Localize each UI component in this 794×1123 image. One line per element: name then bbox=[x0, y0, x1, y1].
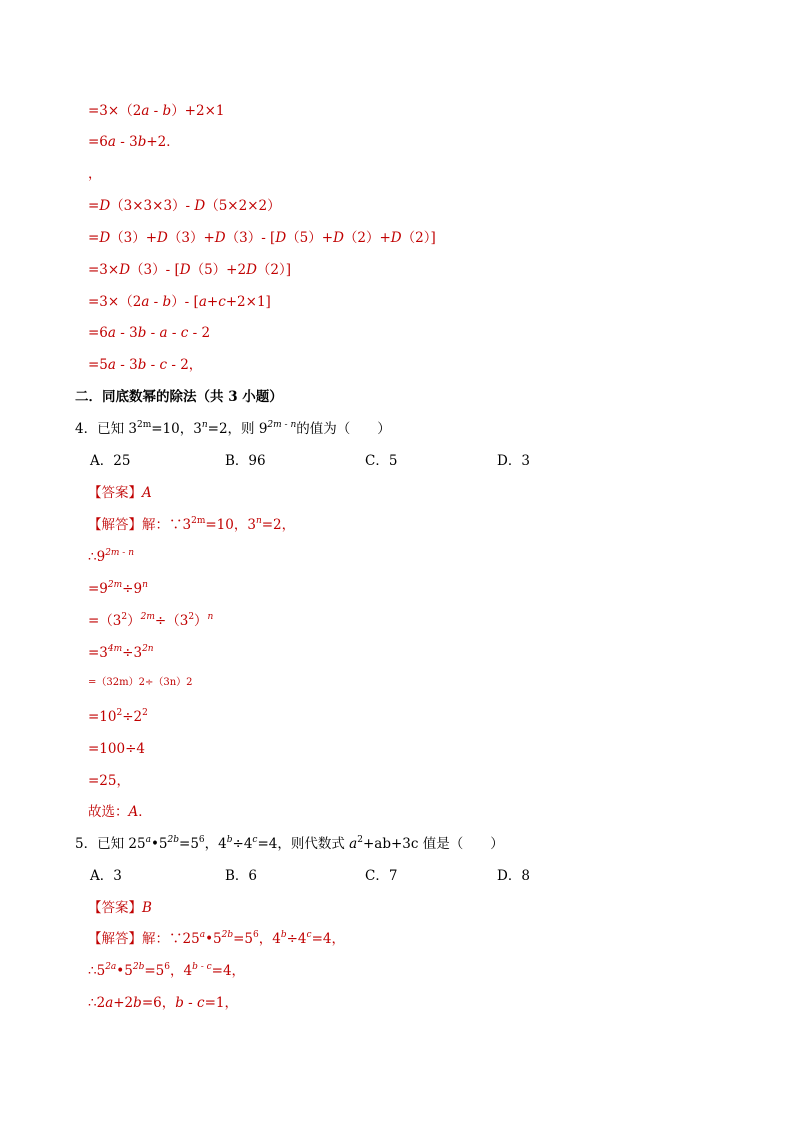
step-line: =3×D（3）- [D（5）+2D（2）] bbox=[88, 262, 292, 278]
step-line: =5a - 3b - c - 2， bbox=[88, 357, 203, 373]
question-4-stem: 4．已知 $3^{2m}=10$，$3^n=2$，则 $9^{2m - n}$的值为（ ） bbox=[75, 420, 391, 437]
question-4-step-3: $=3^{4m}\div 3^{2n}$ bbox=[88, 644, 154, 661]
step-line: =3×（2a - b）+2×1 bbox=[88, 103, 225, 119]
question-4-option-a: A．25 bbox=[90, 453, 131, 469]
step-line: =6a - 3b+2． bbox=[88, 134, 180, 150]
question-5-option-b: B．6 bbox=[225, 868, 258, 884]
question-5-solution-intro: 【解答】解：$\because 25^a•5^{2b}=5^6$，$4^b\div 4^c=4$， bbox=[88, 930, 345, 947]
question-5-stem: 5．已知 $25^a•5^{2b}=5^6$，$4^b\div 4^c=4$，则代数式 $a^2+ab+3c$ 值是（ ） bbox=[75, 835, 504, 852]
question-4-step-7: =25， bbox=[88, 773, 130, 789]
question-4-choose: 故选：A． bbox=[88, 804, 152, 820]
question-5-option-c: C．7 bbox=[365, 868, 398, 884]
question-4-therefore: $\therefore 9^{2m - n}$ bbox=[88, 548, 135, 565]
question-4-option-b: B．96 bbox=[225, 453, 266, 469]
question-4-step-5: $=10^2\div 2^2$ bbox=[88, 708, 148, 725]
question-5-step-1: $\therefore 5^{2a}•5^{2b}=5^6$，$4^{b - c}=4$， bbox=[88, 962, 246, 979]
step-line: =D（3）+D（3）+D（3）- [D（5）+D（2）+D（2）] bbox=[88, 230, 436, 246]
question-4-step-2: $=(3^2)^{2m}\div(3^2)^n$ bbox=[88, 612, 214, 629]
question-5-option-d: D．8 bbox=[497, 868, 530, 884]
question-5-step-2: ∴2a+2b=6，b - c=1， bbox=[88, 995, 238, 1011]
step-line: =6a - 3b - a - c - 2 bbox=[88, 325, 211, 341]
question-4-solution-intro: 【解答】解：$\because 3^{2m}=10$，$3^n=2$， bbox=[88, 516, 296, 533]
step-line: ， bbox=[88, 166, 102, 182]
question-5-answer: 【答案】B bbox=[88, 900, 152, 916]
question-4-step-1: $=9^{2m}\div 9^n$ bbox=[88, 580, 148, 597]
question-4-step-4: =（32m）2÷（3n）2 bbox=[88, 677, 193, 688]
question-4-step-6: =100÷4 bbox=[88, 741, 145, 757]
question-5-option-a: A．3 bbox=[90, 868, 122, 884]
step-line: =3×（2a - b）- [a+c+2×1] bbox=[88, 294, 271, 310]
question-4-option-c: C．5 bbox=[365, 453, 398, 469]
section-title: 二．同底数幂的除法（共 3 小题） bbox=[75, 389, 283, 405]
step-line: =D（3×3×3）- D（5×2×2） bbox=[88, 198, 281, 214]
question-4-answer: 【答案】A bbox=[88, 485, 152, 501]
question-4-option-d: D．3 bbox=[497, 453, 530, 469]
